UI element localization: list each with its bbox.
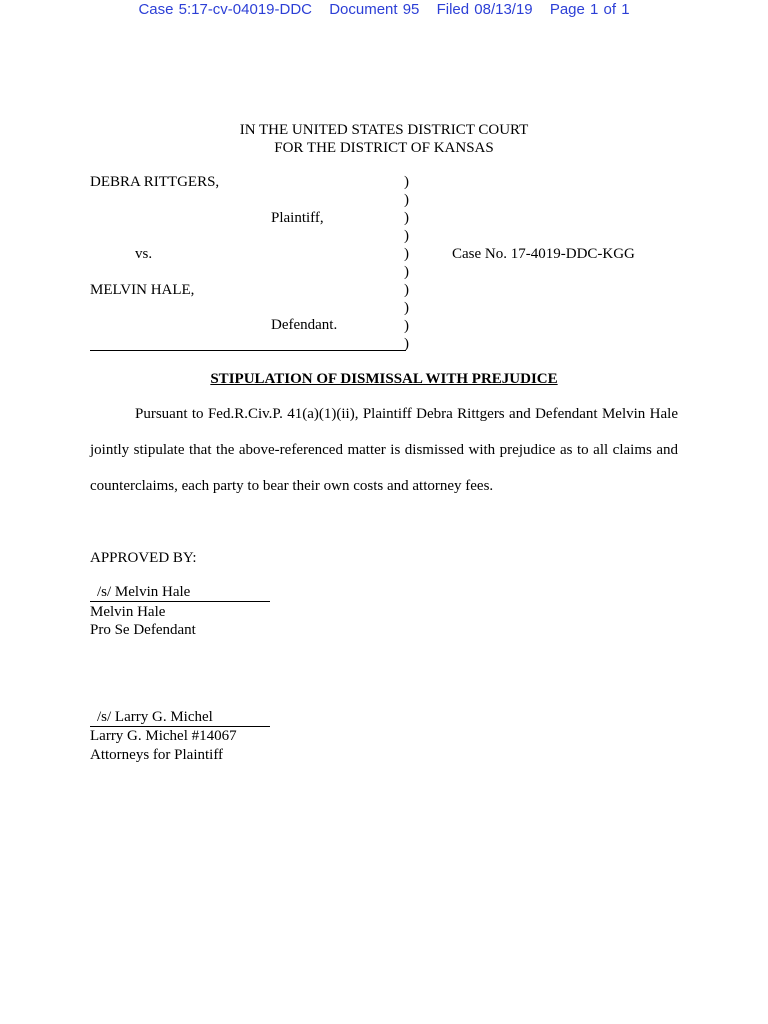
caption-paren: ) xyxy=(404,228,409,244)
signer-role-plaintiff-attorney: Attorneys for Plaintiff xyxy=(90,747,224,763)
signer-role-defendant: Pro Se Defendant xyxy=(90,622,196,638)
caption-paren: ) xyxy=(404,174,409,190)
court-heading-line-1: IN THE UNITED STATES DISTRICT COURT xyxy=(239,122,529,138)
case-number: Case No. 17-4019-DDC-KGG xyxy=(452,246,635,262)
signer-name-defendant: Melvin Hale xyxy=(90,604,166,620)
versus-label: vs. xyxy=(135,246,153,262)
signer-name-plaintiff-attorney: Larry G. Michel #14067 xyxy=(90,728,237,744)
caption-parenthesis-column xyxy=(404,173,409,353)
document-title: STIPULATION OF DISMISSAL WITH PREJUDICE xyxy=(210,371,558,387)
caption-paren: ) xyxy=(404,318,409,334)
defendant-label: Defendant. xyxy=(271,317,338,333)
signature-line-plaintiff-attorney: /s/ Larry G. Michel xyxy=(90,709,270,727)
header-document-number: Document 95 xyxy=(329,1,420,18)
caption-paren: ) xyxy=(404,264,409,280)
court-heading xyxy=(0,121,768,157)
caption-paren: ) xyxy=(404,210,409,226)
plaintiff-label: Plaintiff, xyxy=(271,210,324,226)
header-case-number: Case 5:17-cv-04019-DDC xyxy=(138,1,313,18)
caption-paren: ) xyxy=(404,246,409,262)
caption-divider xyxy=(90,350,406,351)
approved-by-label: APPROVED BY: xyxy=(90,550,197,566)
caption-paren: ) xyxy=(404,282,409,298)
header-page-number: Page 1 of 1 xyxy=(549,1,630,18)
caption-paren: ) xyxy=(404,336,409,352)
defendant-name: MELVIN HALE, xyxy=(90,282,195,298)
filing-header-stamp xyxy=(0,1,768,18)
caption-paren: ) xyxy=(404,300,409,316)
caption-paren: ) xyxy=(404,192,409,208)
plaintiff-name: DEBRA RITTGERS, xyxy=(90,174,220,190)
signature-line-defendant: /s/ Melvin Hale xyxy=(90,584,270,602)
header-filed-date: Filed 08/13/19 xyxy=(436,1,533,18)
stipulation-body: Pursuant to Fed.R.Civ.P. 41(a)(1)(ii), Plaintiff Debra Rittgers and Defendant Melvin Hale jointly stipulate that the above-referenced matter is dismissed with prejudice as to all claims and counterclaims, each party to bear their own costs and attorney fees. xyxy=(90,406,678,494)
court-heading-line-2: FOR THE DISTRICT OF KANSAS xyxy=(274,140,494,156)
